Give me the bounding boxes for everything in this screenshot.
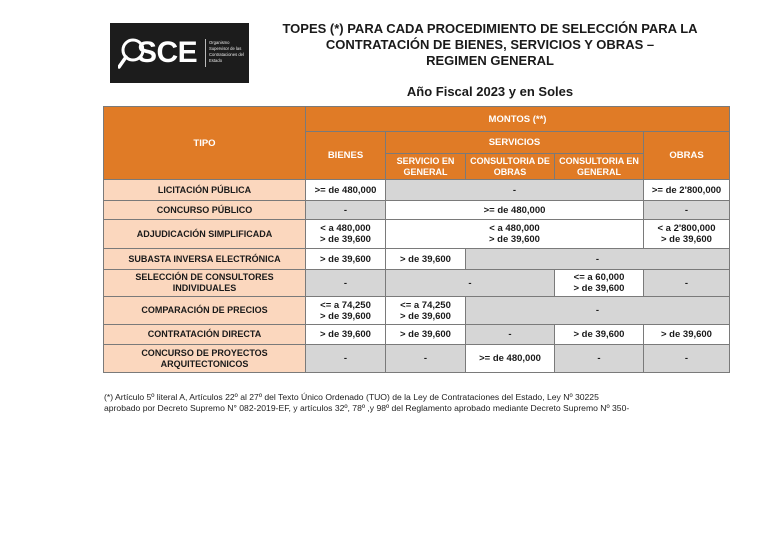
logo-subtitle: Organismo Supervisor de las Contrataciones del Estado (209, 40, 244, 63)
cell-obras: - (644, 270, 730, 297)
footnote-line-1: (*) Artículo 5º literal A, Artículos 22º al 27º del Texto Único Ordenado (TUO) de la Ley de Contrataciones del Estado, Ley Nº 30225 (104, 392, 599, 402)
cell-rest: - (466, 297, 730, 325)
cell-obras: >= de 2'800,000 (644, 180, 730, 201)
footnote-line-2: aprobado por Decreto Supremo N° 082-2019-EF, y artículos 32º, 78º ,y 98º del Reglamento aprobado mediante Decreto Supremo Nº 350- (104, 403, 630, 413)
title-line-1: TOPES (*) PARA CADA PROCEDIMIENTO DE SELECCIÓN PARA LA (282, 21, 698, 36)
cell-bienes: >= de 480,000 (306, 180, 386, 201)
header-consultoria-general: CONSULTORIA EN GENERAL (555, 154, 644, 180)
cell-consultoria-obras: - (466, 325, 555, 345)
row-label: COMPARACIÓN DE PRECIOS (104, 297, 306, 325)
cell-servicio-general: > de 39,600 (386, 249, 466, 270)
page-title (270, 21, 710, 69)
cell-servicio-general: - (386, 345, 466, 373)
cell-line: < a 480,000 (320, 223, 371, 234)
table-row (104, 180, 730, 201)
header-obras: OBRAS (644, 132, 730, 180)
cell-servicio-general (386, 297, 466, 325)
cell-servicios: - (386, 180, 644, 201)
header-servicio-general: SERVICIO EN GENERAL (386, 154, 466, 180)
cell-line: > de 39,600 (489, 234, 540, 245)
cell-line: < a 480,000 (489, 223, 540, 234)
header-tipo: TIPO (104, 107, 306, 180)
row-label: CONTRATACIÓN DIRECTA (104, 325, 306, 345)
cell-servicio-general: > de 39,600 (386, 325, 466, 345)
cell-servicios: - (386, 270, 555, 297)
header-bienes: BIENES (306, 132, 386, 180)
cell-line: > de 39,600 (400, 310, 451, 322)
cell-line: > de 39,600 (661, 234, 712, 245)
cell-rest: - (466, 249, 730, 270)
title-line-2: CONTRATACIÓN DE BIENES, SERVICIOS Y OBRAS – (325, 37, 655, 52)
page-subtitle: Año Fiscal 2023 y en Soles (406, 84, 574, 99)
cell-obras: - (644, 201, 730, 220)
cell-bienes (306, 220, 386, 249)
cell-bienes: - (306, 345, 386, 373)
table-row (104, 325, 730, 345)
row-label: CONCURSO PÚBLICO (104, 201, 306, 220)
cell-line: <= a 74,250 (320, 299, 371, 311)
header-servicios: SERVICIOS (386, 132, 644, 154)
cell-bienes (306, 297, 386, 325)
row-label: SUBASTA INVERSA ELECTRÓNICA (104, 249, 306, 270)
cell-bienes: > de 39,600 (306, 249, 386, 270)
cell-line: > de 39,600 (320, 310, 371, 322)
row-label: LICITACIÓN PÚBLICA (104, 180, 306, 201)
title-line-3: REGIMEN GENERAL (426, 53, 554, 68)
osce-logo (110, 23, 249, 83)
table-row (104, 270, 730, 297)
cell-line: <= a 60,000 (573, 272, 625, 283)
cell-servicios (386, 220, 644, 249)
row-label: CONCURSO DE PROYECTOS ARQUITECTONICOS (104, 345, 306, 373)
cell-bienes: > de 39,600 (306, 325, 386, 345)
header-consultoria-obras: CONSULTORIA DE OBRAS (466, 154, 555, 180)
cell-line: > de 39,600 (320, 234, 371, 245)
cell-consultoria-obras: >= de 480,000 (466, 345, 555, 373)
cell-consultoria-general: > de 39,600 (555, 325, 644, 345)
cell-obras: - (644, 345, 730, 373)
table-row (104, 297, 730, 325)
table-row (104, 249, 730, 270)
cell-line: < a 2'800,000 (657, 223, 716, 234)
cell-obras (644, 220, 730, 249)
header-montos: MONTOS (**) (306, 107, 730, 132)
row-label: SELECCIÓN DE CONSULTORES INDIVIDUALES (104, 270, 306, 297)
cell-line: <= a 74,250 (400, 299, 451, 311)
table-row (104, 345, 730, 373)
row-label: ADJUDICACIÓN SIMPLIFICADA (104, 220, 306, 249)
cell-consultoria-general (555, 270, 644, 297)
logo-divider (205, 39, 206, 67)
table-row (104, 220, 730, 249)
thresholds-table (103, 106, 730, 373)
table-row (104, 201, 730, 220)
cell-line: > de 39,600 (573, 283, 625, 294)
cell-consultoria-general: - (555, 345, 644, 373)
cell-bienes: - (306, 270, 386, 297)
footnote (104, 392, 744, 414)
cell-servicios: >= de 480,000 (386, 201, 644, 220)
cell-obras: > de 39,600 (644, 325, 730, 345)
logo-wordmark: SCE (137, 36, 198, 69)
cell-bienes: - (306, 201, 386, 220)
